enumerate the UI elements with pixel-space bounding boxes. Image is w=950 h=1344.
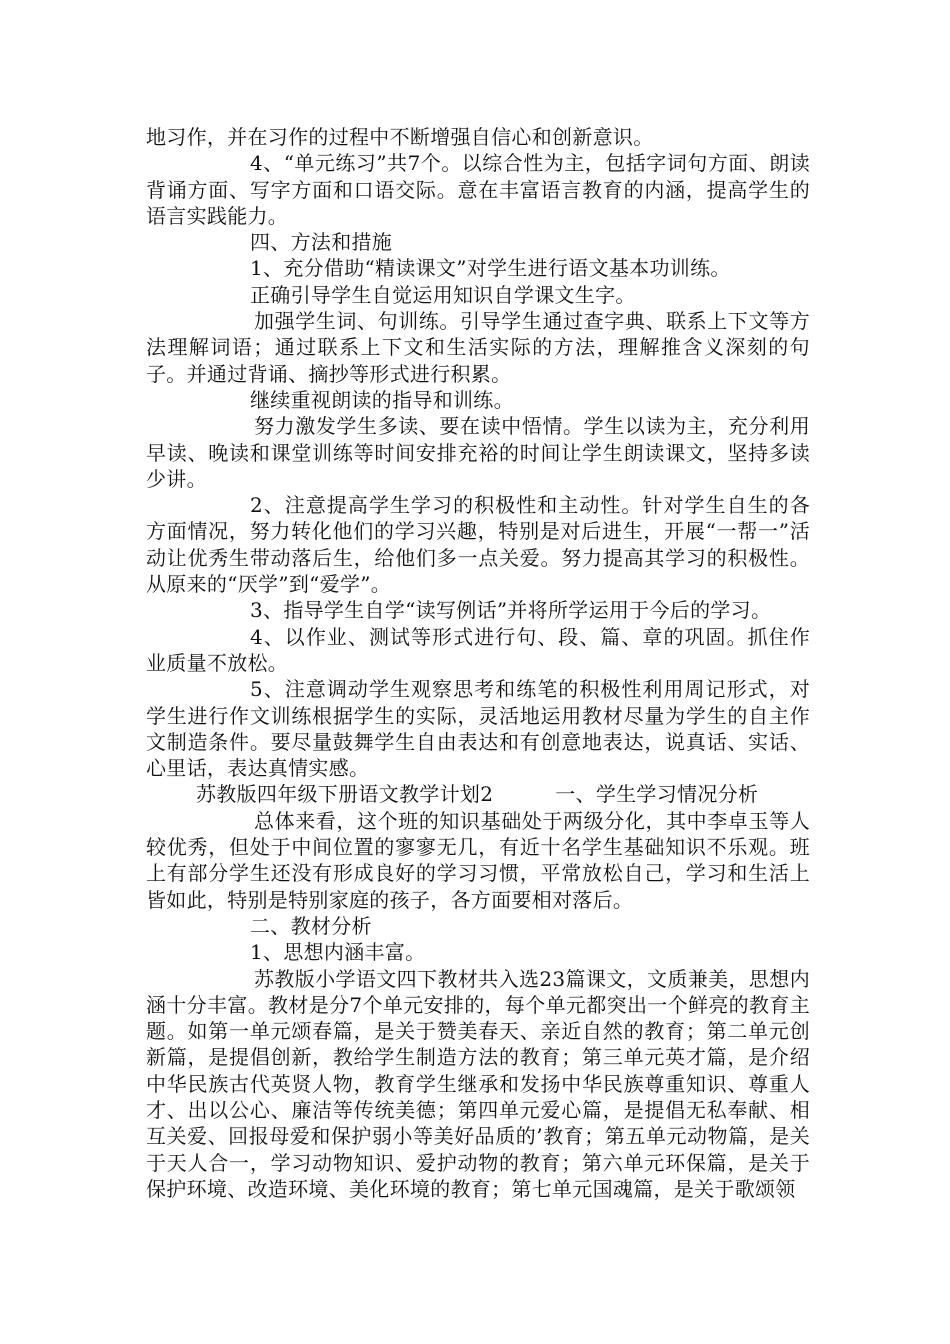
paragraph-11: 5、注意调动学生观察思考和练笔的积极性利用周记形式，对学生进行作文训练根据学生的实际，灵活地运用教材尽量为学生的自主作文制造条件。要尽量鼓舞学生自由表达和有创意地表达，说真话、实话、心里话，表达真情实感。 [146,677,810,781]
paragraph-10: 4、以作业、测试等形式进行句、段、篇、章的巩固。抓住作业质量不放松。 [146,624,810,675]
paragraph-13: 1、思想内涵丰富。 [250,940,426,965]
plan-title: 苏教版四年级下册语文教学计划2 [196,782,494,807]
paragraph-5: 加强学生词、句训练。引导学生通过查字典、联系上下文等方法理解词语；通过联系上下文和生活实际的方法，理解推含义深刻的句子。并通过背诵、摘抄等形式进行积累。 [146,309,810,386]
document-body [146,124,810,1202]
paragraph-7: 努力激发学生多读、要在读中悟情。学生以读为主，充分利用早读、晚读和课堂训练等时间安排充裕的时间让学生朗读课文，坚持多读少讲。 [146,414,810,491]
paragraph-3: 1、充分借助“精读课文”对学生进行语文基本功训练。 [250,256,731,281]
section-heading-methods: 四、方法和措施 [250,230,393,255]
paragraph-6: 继续重视朗读的指导和训练。 [250,387,514,412]
paragraph-2: 4、“单元练习”共7个。以综合性为主，包括字词句方面、朗读背诵方面、写字方面和口语交际。意在丰富语言教育的内涵，提高学生的语言实践能力。 [146,151,810,228]
paragraph-12: 总体来看，这个班的知识基础处于两级分化，其中李卓玉等人较优秀，但处于中间位置的寥寥无几，有近十名学生基础知识不乐观。班上有部分学生还没有形成良好的学习习惯，平常放松自己，学习和生活上皆如此，特别是特别家庭的孩子，各方面要相对落后。 [146,808,810,912]
paragraph-1: 地习作，并在习作的过程中不断增强自信心和创新意识。 [146,125,654,149]
plan-title-line [146,781,810,807]
paragraph-8: 2、注意提高学生学习的积极性和主动性。针对学生自生的各方面情况，努力转化他们的学习兴趣，特别是对后进生，开展“一帮一”活动让优秀生带动落后生，给他们多一点关爱。努力提高其学习的积极性。从原来的“厌学”到“爱学”。 [146,493,810,597]
paragraph-9: 3、指导学生自学“读写例话”并将所学运用于今后的学习。 [250,598,772,623]
paragraph-4: 正确引导学生自觉运用知识自学课文生字。 [250,282,636,307]
paragraph-14: 苏教版小学语文四下教材共入选23篇课文，文质兼美，思想内涵十分丰富。教材是分7个单元安排的，每个单元都突出一个鲜亮的教育主题。如第一单元颂春篇，是关于赞美春天、亲近自然的教育；第二单元创新篇，是提倡创新，教给学生制造方法的教育；第三单元英才篇，是介绍中华民族古代英贤人物，教育学生继承和发扬中华民族尊重知识、尊重人才、出以公心、廉洁等传统美德；第四单元爱心篇，是提倡无私奉献、相互关爱、回报母爱和保护弱小等美好品质的’教育；第五单元动物篇，是关于天人合一，学习动物知识、爱护动物的教育；第六单元环保篇，是关于保护环境、改造环境、美化环境的教育；第七单元国魂篇，是关于歌颂领 [146,966,810,1201]
section-heading-student-analysis: 一、学生学习情况分析 [555,782,759,807]
section-heading-textbook-analysis: 二、教材分析 [250,913,372,938]
